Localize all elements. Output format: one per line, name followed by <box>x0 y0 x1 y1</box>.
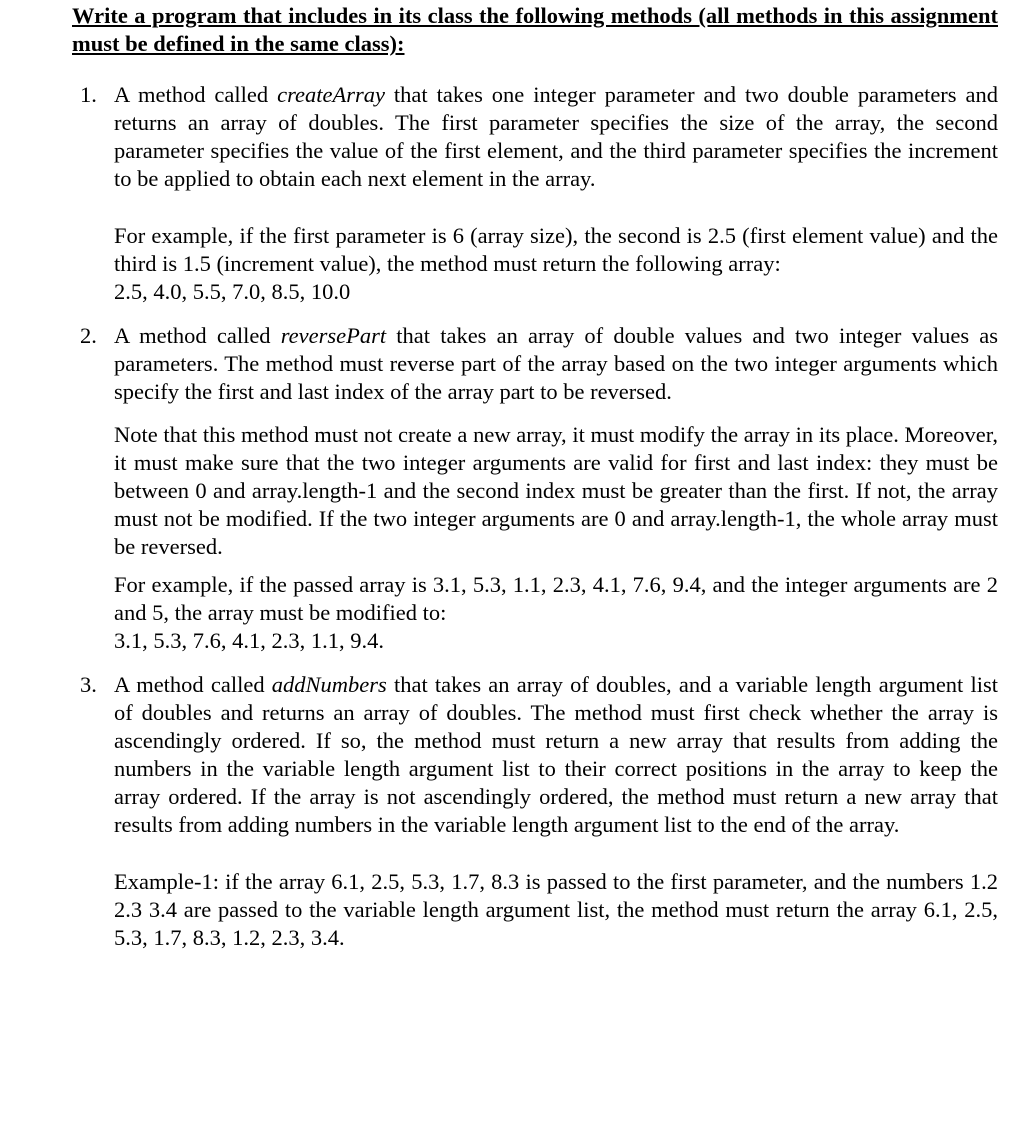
item-description <box>114 81 998 193</box>
item-number: 3. <box>80 672 97 697</box>
method-name: createArray <box>277 82 385 107</box>
note-paragraph: Note that this method must not create a new array, it must modify the array in its place. Moreover, it must make sure that the two integer arguments are valid for first and last index: they must be between 0 and array.length-1 and the second index must be greater than the first. If not, the array must not be modified. If the two integer arguments are 0 and array.length-1, the whole array must be reversed. <box>114 422 998 559</box>
example-result: 2.5, 4.0, 5.5, 7.0, 8.5, 10.0 <box>114 279 351 304</box>
example-text: For example, if the first parameter is 6 (array size), the second is 2.5 (first element value) and the third is 1.5 (increment value), the method must return the following array: <box>114 223 998 276</box>
item-number: 1. <box>80 82 97 107</box>
method-list <box>72 81 998 952</box>
assignment-document <box>72 2 998 952</box>
list-item-reverse-part <box>72 322 998 655</box>
example-paragraph <box>114 571 998 655</box>
example-result: 3.1, 5.3, 7.6, 4.1, 2.3, 1.1, 9.4. <box>114 628 384 653</box>
example-text: For example, if the passed array is 3.1, 5.3, 1.1, 2.3, 4.1, 7.6, 9.4, and the integer arguments are 2 and 5, the array must be modified to: <box>114 572 998 625</box>
assignment-heading: Write a program that includes in its class the following methods (all methods in this assignment must be defined in the same class): <box>72 3 998 56</box>
list-item-create-array <box>72 81 998 306</box>
intro-prefix: A method called <box>114 323 281 348</box>
item-number: 2. <box>80 323 97 348</box>
intro-suffix: that takes an array of double values and two integer values as parameters. The method must reverse part of the array based on the two integer arguments which specify the first and last index of the array part to be reversed. <box>114 323 998 404</box>
example-paragraph: Example-1: if the array 6.1, 2.5, 5.3, 1.7, 8.3 is passed to the first parameter, and the numbers 1.2 2.3 3.4 are passed to the variable length argument list, the method must return the array 6.1, 2.5, 5.3, 1.7, 8.3, 1.2, 2.3, 3.4. <box>114 869 998 950</box>
list-item-add-numbers <box>72 671 998 952</box>
intro-prefix: A method called <box>114 672 272 697</box>
method-name: addNumbers <box>271 672 387 697</box>
intro-suffix: that takes one integer parameter and two double parameters and returns an array of doubles. The first parameter specifies the size of the array, the second parameter specifies the value of the first element, and the third parameter specifies the increment to be applied to obtain each next element in the array. <box>114 82 998 191</box>
intro-prefix: A method called <box>114 82 278 107</box>
example-paragraph <box>114 222 998 306</box>
intro-suffix: that takes an array of doubles, and a variable length argument list of doubles and returns an array of doubles. The method must first check whether the array is ascendingly ordered. If so, the method must return a new array that results from adding the numbers in the variable length argument list to their correct positions in the array to keep the array ordered. If the array is not ascendingly ordered, the method must return a new array that results from adding numbers in the variable length argument list to the end of the array. <box>114 672 998 837</box>
item-description <box>114 322 998 406</box>
item-description <box>114 671 998 839</box>
method-name: reversePart <box>280 323 387 348</box>
